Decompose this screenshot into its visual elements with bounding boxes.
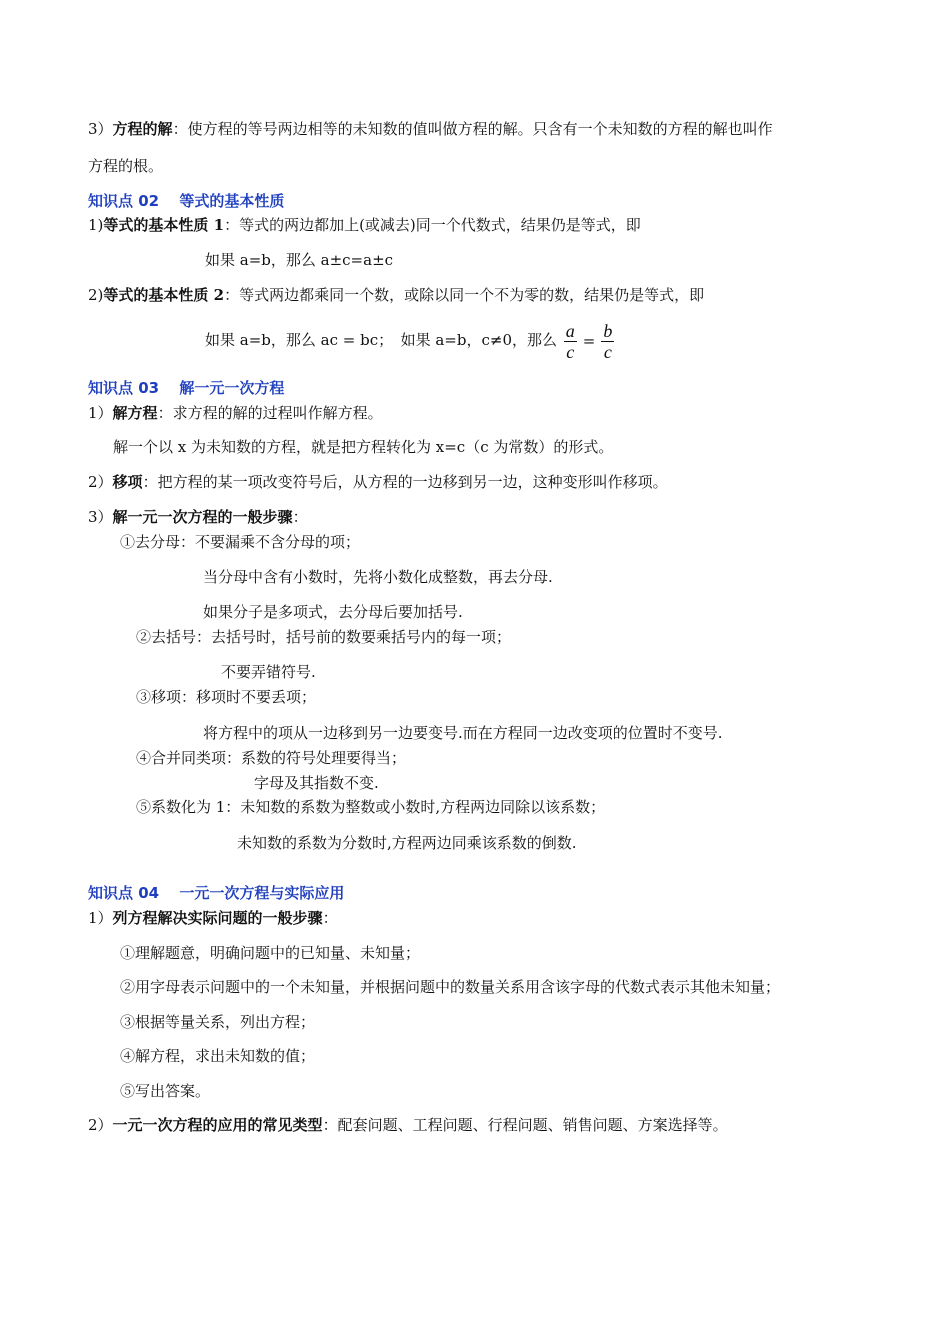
- general-steps-line: [88, 507, 308, 527]
- step-4-note: 字母及其指数不变.: [254, 774, 379, 792]
- application-types-line: [88, 1115, 728, 1135]
- numerator: a: [565, 320, 575, 341]
- equals-sign: =: [582, 332, 596, 350]
- definition-text: ：: [292, 508, 308, 526]
- word-problem-steps-line: [88, 908, 338, 928]
- definition-text: ：配套问题、工程问题、行程问题、销售问题、方案选择等。: [322, 1116, 728, 1134]
- step-2-note: 不要弄错符号.: [221, 663, 316, 681]
- item-number: 1）: [88, 909, 113, 927]
- definition-text: ：: [322, 909, 338, 927]
- property-1-formula: 如果 a=b，那么 a±c=a±c: [205, 251, 394, 269]
- term-bold: 一元一次方程的应用的常见类型: [112, 1116, 323, 1134]
- item-number: 2）: [88, 473, 113, 491]
- step-5: ⑤系数化为 1：未知数的系数为整数或小数时,方程两边同除以该系数；: [136, 798, 606, 816]
- item-number: 1）: [88, 404, 113, 422]
- item-number: 2）: [88, 1116, 113, 1134]
- step-2: ②去括号：去括号时，括号前的数要乘括号内的每一项；: [136, 628, 512, 646]
- fraction-b-over-c: [601, 321, 614, 362]
- step-5-note: 未知数的系数为分数时,方程两边同乘该系数的倒数.: [237, 834, 577, 852]
- term-bold: 解方程: [112, 404, 158, 422]
- property-2-line: [88, 285, 704, 305]
- property-2-formula: [205, 318, 616, 363]
- section-heading-04: 知识点 04 一元一次方程与实际应用: [88, 884, 345, 902]
- term-bold: 列方程解决实际问题的一般步骤: [112, 909, 323, 927]
- list-item: ②用字母表示问题中的一个未知量，并根据问题中的数量关系用含该字母的代数式表示其他未知量；: [120, 978, 781, 996]
- solution-definition-line: [88, 119, 773, 139]
- item-number: 1): [88, 216, 104, 234]
- denominator: c: [603, 341, 612, 362]
- definition-text: ：把方程的某一项改变符号后，从方程的一边移到另一边，这种变形叫作移项。: [142, 473, 668, 491]
- list-item: ④解方程，求出未知数的值；: [120, 1047, 316, 1065]
- step-1-note-b: 如果分子是多项式，去分母后要加括号.: [203, 603, 463, 621]
- term-bold: 解一元一次方程的一般步骤: [112, 508, 293, 526]
- term-bold: 等式的基本性质 1: [103, 216, 225, 234]
- item-number: 3）: [88, 508, 113, 526]
- transpose-line: [88, 472, 668, 492]
- numerator: b: [603, 320, 613, 341]
- formula-text: 如果 a=b，那么 ac = bc； 如果 a=b，c≠0，那么: [205, 331, 557, 349]
- fraction-a-over-c: [564, 321, 577, 362]
- step-1-note-a: 当分母中含有小数时，先将小数化成整数，再去分母.: [203, 568, 553, 586]
- item-number: 3）: [88, 120, 113, 138]
- term-bold: 等式的基本性质 2: [103, 286, 225, 304]
- definition-text: ：等式两边都乘同一个数，或除以同一个不为零的数，结果仍是等式，即: [224, 286, 705, 304]
- step-3: ③移项：移项时不要丢项；: [136, 688, 317, 706]
- list-item: ①理解题意，明确问题中的已知量、未知量；: [120, 944, 421, 962]
- definition-text: ：使方程的等号两边相等的未知数的值叫做方程的解。只含有一个未知数的方程的解也叫作: [172, 120, 773, 138]
- step-3-note: 将方程中的项从一边移到另一边要变号.而在方程同一边改变项的位置时不变号.: [203, 724, 723, 742]
- denominator: c: [566, 341, 575, 362]
- term-bold: 移项: [112, 473, 143, 491]
- step-1: ①去分母：不要漏乘不含分母的项；: [120, 533, 361, 551]
- list-item: ③根据等量关系，列出方程；: [120, 1013, 316, 1031]
- solution-definition-cont: 方程的根。: [88, 157, 164, 175]
- step-4: ④合并同类项：系数的符号处理要得当；: [136, 749, 407, 767]
- definition-text: ：求方程的解的过程叫作解方程。: [157, 404, 383, 422]
- definition-text: ：等式的两边都加上(或减去)同一个代数式，结果仍是等式，即: [224, 216, 641, 234]
- solve-equation-line: [88, 403, 383, 423]
- section-heading-03: 知识点 03 解一元一次方程: [88, 379, 285, 397]
- item-number: 2): [88, 286, 104, 304]
- list-item: ⑤写出答案。: [120, 1082, 211, 1100]
- section-heading-02: 知识点 02 等式的基本性质: [88, 192, 285, 210]
- solve-equation-sub: 解一个以 x 为未知数的方程，就是把方程转化为 x=c（c 为常数）的形式。: [113, 438, 614, 456]
- property-1-line: [88, 215, 641, 235]
- term-bold: 方程的解: [112, 120, 173, 138]
